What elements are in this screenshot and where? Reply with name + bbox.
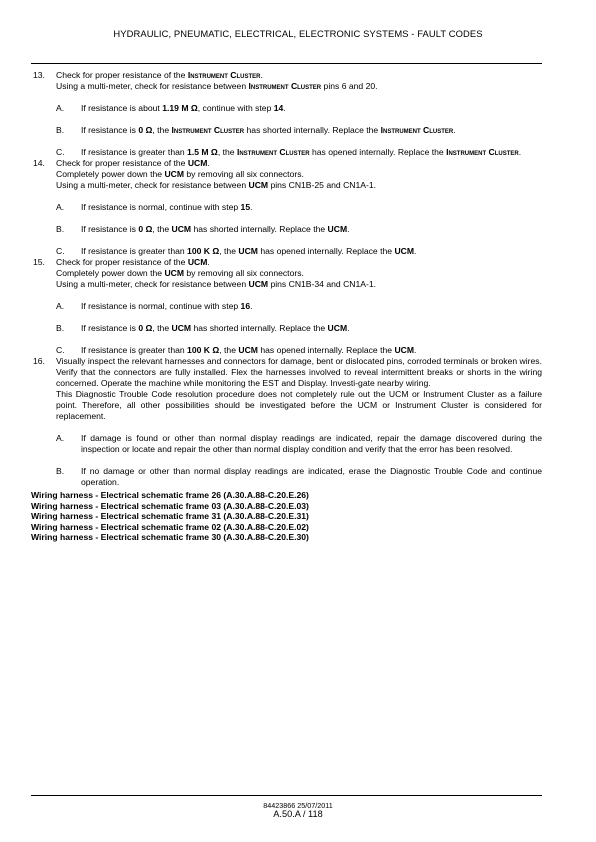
- step-number: 15.: [33, 257, 45, 267]
- reference-link[interactable]: Wiring harness - Electrical schematic frame 31 (A.30.A.88-C.20.E.31): [31, 511, 309, 521]
- step-text: Using a multi-meter, check for resistance between UCM pins CN1B-34 and CN1A-1.: [56, 279, 377, 289]
- step-number: 13.: [33, 70, 45, 80]
- step-text: Completely power down the UCM by removing all six connectors.: [56, 268, 304, 278]
- substep-15a: A. If resistance is normal, continue with step 16.: [56, 301, 253, 311]
- reference-links: [31, 490, 542, 543]
- substep-14b: B. If resistance is 0 Ω, the UCM has shorted internally. Replace the UCM.: [56, 224, 350, 234]
- substep-13b: B. If resistance is 0 Ω, the Instrument Cluster has shorted internally. Replace the Instrument Cluster.: [56, 125, 456, 135]
- reference-link[interactable]: Wiring harness - Electrical schematic frame 03 (A.30.A.88-C.20.E.03): [31, 500, 309, 511]
- step-14: [31, 158, 542, 257]
- substep-16a: A. If damage is found or other than normal display readings are indicated, repair the damage discovered during the inspection or locate and repair the other than normal display condition and verify that the error has been resolved.: [56, 433, 542, 454]
- step-text: Visually inspect the relevant harnesses and connectors for damage, bent or dislocated pins, corroded terminals or broken wires. Verify that the connectors are fully installed. Flex the harnesses involved to reveal intermittent breaks or shorts in the wiring concerned. Operate the machine while monitoring the EST and Display. Investi-gate nearby wiring.: [56, 356, 542, 388]
- footer-rule: [31, 795, 542, 796]
- substep-16b: B. If no damage or other than normal display readings are indicated, erase the Diagnostic Trouble Code and continue operation.: [56, 466, 542, 487]
- substep-13c: C. If resistance is greater than 1.5 M Ω, the Instrument Cluster has opened internally. Replace the Instrument Cluster.: [56, 147, 522, 157]
- substep-15b: B. If resistance is 0 Ω, the UCM has shorted internally. Replace the UCM.: [56, 323, 350, 333]
- step-number: 14.: [33, 158, 45, 168]
- footer-document-number: 84423866 25/07/2011: [263, 801, 333, 810]
- step-text: Check for proper resistance of the UCM.: [56, 158, 210, 168]
- step-text: Using a multi-meter, check for resistance between UCM pins CN1B-25 and CN1A-1.: [56, 180, 377, 190]
- procedure-content: [31, 70, 542, 543]
- step-text: Using a multi-meter, check for resistance between Instrument Cluster pins 6 and 20.: [56, 81, 378, 91]
- reference-link[interactable]: Wiring harness - Electrical schematic frame 30 (A.30.A.88-C.20.E.30): [31, 532, 309, 542]
- page-header-title: HYDRAULIC, PNEUMATIC, ELECTRICAL, ELECTRONIC SYSTEMS - FAULT CODES: [113, 28, 483, 39]
- footer-page-number: A.50.A / 118: [273, 809, 323, 819]
- header-rule: [31, 63, 542, 64]
- substep-15c: C. If resistance is greater than 100 K Ω, the UCM has opened internally. Replace the UCM.: [56, 345, 417, 355]
- step-13: [31, 70, 542, 158]
- substep-14c: C. If resistance is greater than 100 K Ω, the UCM has opened internally. Replace the UCM.: [56, 246, 417, 256]
- step-16: [31, 356, 542, 488]
- reference-link[interactable]: Wiring harness - Electrical schematic frame 26 (A.30.A.88-C.20.E.26): [31, 490, 309, 500]
- step-text: Check for proper resistance of the UCM.: [56, 257, 210, 267]
- step-text: Completely power down the UCM by removing all six connectors.: [56, 169, 304, 179]
- substep-14a: A. If resistance is normal, continue with step 15.: [56, 202, 253, 212]
- substep-13a: A. If resistance is about 1.19 M Ω, continue with step 14.: [56, 103, 286, 113]
- step-15: [31, 257, 542, 356]
- step-text: This Diagnostic Trouble Code resolution procedure does not completely rule out the UCM or Instrument Cluster as a failure point. Therefore, all other possibilities should be investigated before the UCM or Instrument Cluster is considered for replacement.: [56, 389, 542, 421]
- reference-link[interactable]: Wiring harness - Electrical schematic frame 02 (A.30.A.88-C.20.E.02): [31, 521, 309, 532]
- step-number: 16.: [33, 356, 45, 366]
- step-text: Check for proper resistance of the Instrument Cluster.: [56, 70, 263, 80]
